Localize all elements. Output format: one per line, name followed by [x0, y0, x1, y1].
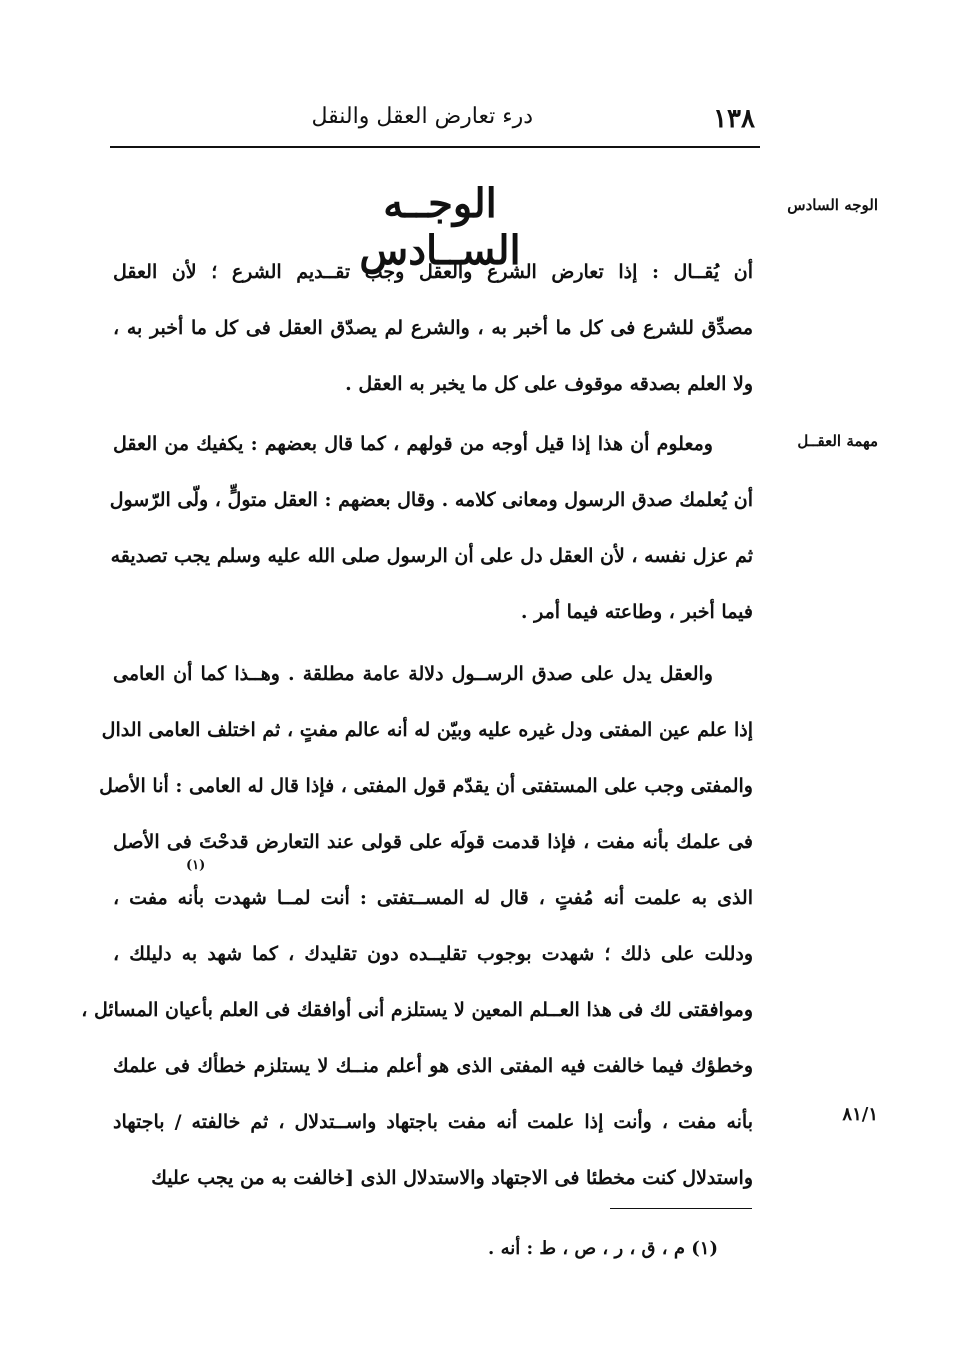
- footnote-divider: [610, 1208, 752, 1209]
- paragraph-2: [109, 416, 753, 640]
- text-line: بأنه مفت ، وأنت إذا علمت أنه مفت باجتهاد واســتدلال ، ثم خالفته / باجتهاد: [113, 1110, 753, 1133]
- text-line: والمفتى وجب على المستفتى أن يقدّم قول المفتى ، فإذا قال له العامى : أنا الأصل: [99, 774, 753, 797]
- page-header: [110, 98, 755, 138]
- text-line: الذى به علمت أنه مُفتٍ ، قال له المســتفتى : أنت لمــا شهدت بأنه مفت ،: [113, 886, 753, 909]
- text-line: فيما أخبر ، وطاعته فيما أمر .: [520, 600, 753, 623]
- text-line: أن يُعلمك صدق الرسول ومعانى كلامه . وقال بعضهم : العقل متولٍّ ، ولّى الرّسول: [109, 488, 753, 511]
- text-line: وخطؤك فيما خالفت فيه المفتى الذى هو أعلم منــك لا يستلزم خطأك فى علمك: [113, 1054, 753, 1077]
- text-line: ودللت على ذلك ؛ شهدت بوجوب تقليــده دون تقليدك ، كما شهد به دليلك ،: [113, 942, 753, 965]
- paragraph-3: [81, 646, 753, 1206]
- text-line: فى علمك بأنه مفت ، فإذا قدمت قولَه على قولى عند التعارض قدحْتَ فى الأصل: [113, 830, 753, 853]
- text-line: ثم عزل نفسه ، لأن العقل دل على أن الرسول صلى الله عليه وسلم يجب تصديقه: [110, 544, 753, 567]
- paragraph-1: [113, 244, 753, 412]
- running-title: درء تعارض العقل والنقل: [311, 104, 533, 129]
- footnote-marker: (١): [186, 858, 206, 873]
- margin-note-role-of-reason: مهمة العقــل: [797, 432, 878, 450]
- text-line: ولا العلم بصدقه موقوف على كل ما يخبر به العقل .: [345, 372, 753, 395]
- text-line: وموافقتى لك فى هذا العــلم المعين لا يستلزم أنى أوافقك فى العلم بأعيان المسائل ،: [81, 998, 753, 1021]
- text-line: أن يُقــال : إذا تعارض الشرع والعقل وجب تقــديم الشرع ؛ لأن العقل: [113, 260, 753, 283]
- text-line: ومعلوم أن هذا إذا قيل أوجه من قولهم ، كما قال بعضهم : يكفيك من العقل: [113, 432, 713, 455]
- margin-note-manuscript-ref: ٨١/١: [842, 1104, 878, 1125]
- text-line: مصدِّق للشرع فى كل ما أخبر به ، والشرع لم يصدّق العقل فى كل ما أخبر به ،: [113, 316, 753, 339]
- footnote-text: (١) م ، ق ، ر ، ص ، ط : أنه .: [488, 1238, 718, 1259]
- page-number: ١٣٨: [713, 104, 755, 134]
- section-heading: الوجــه الســادس: [359, 180, 521, 274]
- text-line: إذا علم عين المفتى ودل غيره عليه وبيّن له أنه عالم مفتٍ ، ثم اختلف العامى الدال: [101, 718, 753, 741]
- margin-note-sixth-aspect: الوجه السادس: [787, 196, 878, 214]
- header-divider: [110, 146, 760, 148]
- text-line: والعقل يدل على صدق الرســول دلالة عامة مطلقة . وهــذا كما أن العامى: [113, 662, 713, 685]
- text-line: واستدلال كنت مخطئا فى الاجتهاد والاستدلال الذى [خالفت به من يجب عليك: [151, 1166, 753, 1189]
